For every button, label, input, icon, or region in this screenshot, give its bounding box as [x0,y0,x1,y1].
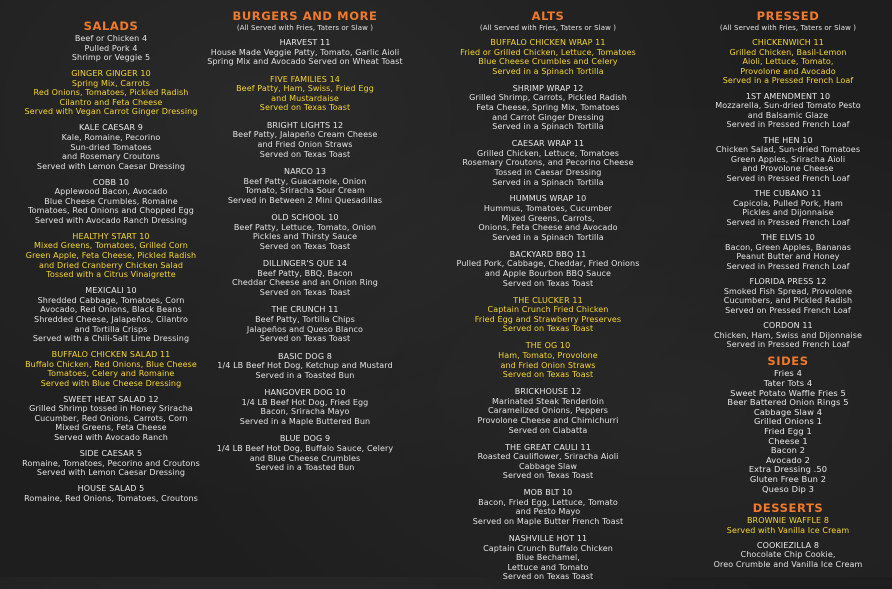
menu-item-name: HARVEST 11 [279,38,331,47]
menu-item-old-school-10 [190,213,420,251]
menu-item-1st-amendment-10 [684,92,892,130]
menu-item-description: Served on Texas Toast [259,241,351,251]
menu-item-description: Beef Patty, Lettuce, Tomato, Onion [233,222,377,232]
menu-item-description: Tomatoes, Celery and Romaine [47,369,175,379]
menu-item-description: Feta Cheese, Spring Mix, Tomatoes [476,102,620,112]
menu-item-description: Served with Blue Cheese Dressing [40,378,182,388]
menu-item-name: CAESAR WRAP 11 [511,139,585,149]
menu-item-name: SIDE CAESAR 5 [79,448,143,458]
pressed-heading: PRESSED [756,9,820,23]
menu-item-description: Bacon, Green Apples, Bananas [725,242,851,252]
menu-item-mexicali-10 [0,286,222,344]
menu-item-description: Lettuce and Tomato [507,562,589,572]
menu-item-name: MEXICALI 10 [85,286,137,296]
menu-item-name: FLORIDA PRESS 12 [749,277,827,287]
menu-item-description: Roasted Cauliflower, Sriracha Aioli [477,452,619,462]
menu-item-description: Served on Pressed French Loaf [725,305,851,315]
menu-item-description: Blue Cheese Crumbles, Romaine [44,196,178,206]
menu-item-description: Served on Texas Toast [259,103,351,113]
menu-item-description: Tomatoes, Red Onions and Chopped Egg [28,206,194,216]
menu-item-description: Cucumber, Red Onions, Carrots, Corn [34,413,188,423]
side-item: Gluten Free Bun 2 [749,473,827,484]
menu-item-description: 1/4 LB Beef Hot Dog, Buffalo Sauce, Celery [216,443,394,453]
side-item: Cabbage Slaw 4 [753,406,823,417]
menu-item-description: Caramelized Onions, Peppers [487,406,609,416]
menu-item-name: THE CLUCKER 11 [513,295,583,305]
menu-item-name: SWEET HEAT SALAD 12 [63,394,159,404]
menu-item-harvest-11 [190,38,420,67]
menu-item-name: NARCO 13 [283,166,327,176]
menu-item-brownie-waffle-8 [684,516,892,535]
desserts-heading: DESSERTS [752,501,824,516]
menu-item-description: Shrimp or Veggie 5 [71,53,151,63]
menu-item-description: Served in a Spinach Tortilla [492,122,604,132]
menu-item-description: Applewood Bacon, Avocado [54,187,168,197]
menu-item-description: Smoked Fish Spread, Provolone [723,286,853,296]
menu-item-description: Shredded Cheese, Jalapeños, Cilantro [34,314,188,324]
burgers-heading: BURGERS AND MORE [232,9,378,23]
menu-item-name: NASHVILLE HOT 11 [508,534,588,544]
menu-item-description: Served with Lemon Caesar Dressing [36,468,186,478]
menu-item-description: and Dried Cranberry Chicken Salad [38,260,183,270]
alts-column [432,10,664,589]
sides-heading: SIDES [767,354,809,369]
menu-item-backyard-bbq-11 [432,250,664,288]
menu-item-description: and Tortilla Crisps [74,324,148,334]
menu-item-description: Captain Crunch Fried Chicken [487,305,609,315]
menu-item-name: HUMMUS WRAP 10 [509,194,587,204]
side-item: Sweet Potato Waffle Fries 5 [730,387,846,398]
menu-item-description: Capicola, Pulled Pork, Ham [733,198,843,208]
side-item: Bacon 2 [770,445,806,456]
menu-item-description: Tomato, Sriracha Sour Cream [245,186,365,196]
pressed-subtitle: (All Served with Fries, Taters or Slaw ) [719,24,857,32]
menu-item-description: Mixed Greens, Tomatoes, Grilled Corn [34,241,188,251]
menu-item-description: and Balsamic Glaze [747,110,829,120]
menu-item-description: Served in a Toasted Bun [255,463,355,473]
salads-heading: SALADS [83,19,139,33]
menu-item-description: Tossed in Caesar Dressing [494,167,602,177]
menu-item-description: Blue Cheese Crumbles and Celery [478,57,618,67]
menu-item-nashville-hot-11 [432,534,664,582]
menu-item-brickhouse-12 [432,387,664,435]
menu-item-description: and Pesto Mayo [515,507,581,517]
menu-item-description: Served in Pressed French Loaf [726,261,850,271]
menu-item-description: Sun-dried Tomatoes [70,142,152,152]
menu-item-name: THE ELVIS 10 [761,233,815,243]
menu-item-description: Cilantro and Feta Cheese [59,97,163,107]
menu-item-description: Served in a Spinach Tortilla [492,232,604,242]
menu-item-description: Served on Texas Toast [502,471,594,481]
salads-column [0,20,222,510]
menu-item-description: Spring Mix, Carrots [71,78,151,88]
menu-item-florida-press-12 [684,277,892,315]
menu-item-description: Served on Texas Toast [502,324,594,334]
menu-item-description: Romaine, Tomatoes, Pecorino and Croutons [22,458,200,468]
menu-item-description: and Rosemary Croutons [61,152,161,162]
menu-item-description: Mozzarella, Sun-dried Tomato Pesto [715,101,861,111]
menu-item-description: Served in Pressed French Loaf [726,173,850,183]
menu-item-narco-13 [190,167,420,205]
menu-item-name: THE HEN 10 [763,135,813,145]
menu-item-description: Served in Pressed French Loaf [726,120,850,130]
menu-item-description: Served on Maple Butter French Toast [472,517,624,527]
side-item: Queso Dip 3 [762,483,814,494]
menu-item-description: Marinated Steak Tenderloin [491,396,604,406]
menu-item-description: Mixed Greens, Carrots, [501,213,595,223]
menu-item-description: Served with Avocado Ranch [54,433,168,443]
menu-item-description: Buffalo Chicken, Red Onions, Blue Cheese [25,359,197,369]
menu-item-the-clucker-11 [432,296,664,334]
menu-item-healthy-start-10 [0,232,222,280]
menu-item-cobb-10 [0,178,222,226]
menu-item-description: Served with Vegan Carrot Ginger Dressing [24,107,198,117]
menu-item-name: BASIC DOG 8 [278,351,332,361]
menu-item-name: BROWNIE WAFFLE 8 [746,516,830,526]
menu-item-basic-dog-8 [190,352,420,381]
side-item: Fries 4 [774,368,802,379]
menu-item-description: Kale, Romaine, Pecorino [61,132,161,142]
menu-item-description: Bacon, Sriracha Mayo [260,407,350,417]
menu-item-description: Served in a Toasted Bun [255,370,355,380]
menu-item-description: Green Apple, Feta Cheese, Pickled Radish [25,251,197,261]
menu-item-description: Shredded Cabbage, Tomatoes, Corn [37,295,185,305]
menu-item-description: Served with Avocado Ranch Dressing [34,215,188,225]
menu-item-name: HEALTHY START 10 [72,231,150,241]
menu-item-description: Served on Texas Toast [502,370,594,380]
burgers-subtitle: (All Served with Fries, Taters or Slaw ) [236,24,374,32]
menu-item-description: Cucumbers, and Pickled Radish [723,296,853,306]
menu-item-description: Beef Patty, BBQ, Bacon [257,268,353,278]
pressed-items [684,38,892,350]
menu-item-description: Bacon, Fried Egg, Lettuce, Tomato [478,497,618,507]
desserts-items [684,516,892,570]
menu-item-description: and Blue Cheese Crumbles [249,453,361,463]
menu-item-description: Chocolate Chip Cookie, [740,550,836,560]
burgers-items [190,38,420,473]
menu-item-cookiezilla-8 [684,541,892,570]
menu-item-description: Jalapeños and Queso Blanco [246,324,364,334]
menu-item-the-cubano-11 [684,189,892,227]
side-item: Cheese 1 [768,435,808,446]
menu-item-description: and Provolone Cheese [742,164,834,174]
menu-item-name: BRIGHT LIGHTS 12 [266,120,344,130]
menu-item-name: THE CUBANO 11 [754,189,822,199]
menu-item-name: BUFFALO CHICKEN SALAD 11 [51,350,171,359]
menu-item-description: Served in a Spinach Tortilla [492,66,604,76]
menu-item-description: Served on Texas Toast [259,288,351,298]
side-item: Extra Dressing .50 [748,464,828,475]
menu-item-side-caesar-5 [0,449,222,478]
menu-item-the-elvis-10 [684,233,892,271]
menu-item-name: GINGER GINGER 10 [71,69,151,79]
menu-item-description: Chicken, Ham, Swiss and Dijonnaise [713,330,863,340]
menu-item-description: Served on Texas Toast [259,149,351,159]
menu-item-description: Served in a Spinach Tortilla [492,177,604,187]
side-item: Fried Egg 1 [764,425,812,436]
menu-item-description: Served in Between 2 Mini Quesadillas [227,195,383,205]
menu-item-description: Beef Patty, Jalapeño Cream Cheese [232,130,378,140]
menu-item-name: SHRIMP WRAP 12 [512,83,584,93]
menu-item-description: Grilled Shrimp, Carrots, Pickled Radish [469,93,627,103]
menu-item-description: Ham, Tomato, Provolone [498,350,598,360]
menu-item-description: Served on Texas Toast [502,278,594,288]
menu-item-description: Spring Mix and Avocado Served on Wheat Toast [207,57,403,67]
menu-item-name: BUFFALO CHICKEN WRAP 11 [490,38,606,47]
menu-item-description: Pulled Pork, Cabbage, Cheddar, Fried Onions [456,259,640,269]
menu-item-description: Served in a Maple Buttered Bun [239,416,371,426]
menu-item-name: KALE CAESAR 9 [79,123,143,133]
pressed-column [684,10,892,575]
menu-item-description: Aioli, Lettuce, Tomato, [742,57,834,67]
menu-item-name: DILLINGER'S QUE 14 [262,259,348,269]
menu-item-name: BACKYARD BBQ 11 [509,249,587,259]
menu-item-name: THE OG 10 [525,341,571,351]
menu-item-0 [0,34,222,63]
menu-item-the-great-cauli-11 [432,443,664,481]
menu-item-description: Pulled Pork 4 [84,43,138,53]
menu-item-description: Beef Patty, Guacamole, Onion [243,176,367,186]
menu-item-description: Green Apples, Sriracha Aioli [730,154,846,164]
alts-subtitle: (All Served with Fries, Taters or Slaw ) [479,24,617,32]
menu-item-bright-lights-12 [190,121,420,159]
menu-item-description: Served in Pressed French Loaf [726,217,850,227]
menu-item-five-families-14 [190,75,420,113]
menu-item-description: Pickles and Thirsty Sauce [252,232,358,242]
burgers-column [190,10,420,481]
menu-item-description: Served with Vanilla Ice Cream [726,525,850,535]
side-item: Tater Tots 4 [763,377,813,388]
menu-item-name: 1ST AMENDMENT 10 [745,91,831,101]
menu-item-description: Grilled Chicken, Lettuce, Tomatoes [476,148,620,158]
menu-item-caesar-wrap-11 [432,139,664,187]
menu-item-name: MOB BLT 10 [523,488,573,498]
menu-item-sweet-heat-salad-12 [0,395,222,443]
menu-item-description: and Apple Bourbon BBQ Sauce [484,269,612,279]
menu-item-blue-dog-9 [190,434,420,472]
menu-item-description: Provolone Cheese and Chimichurri [477,415,619,425]
menu-item-name: FIVE FAMILIES 14 [270,74,340,84]
menu-item-description: Romaine, Red Onions, Tomatoes, Croutons [24,493,198,503]
menu-item-buffalo-chicken-salad-11 [0,350,222,388]
side-item: Grilled Onions 1 [753,416,823,427]
alts-items [432,38,664,582]
menu-item-shrimp-wrap-12 [432,84,664,132]
menu-item-name: THE CRUNCH 11 [271,305,339,315]
menu-item-description: 1/4 LB Beef Hot Dog, Fried Egg [241,397,369,407]
menu-item-description: Cabbage Slaw [518,461,578,471]
menu-item-description: Served with Lemon Caesar Dressing [36,161,186,171]
menu-item-description: Oreo Crumble and Vanilla Ice Cream [713,560,863,570]
menu-item-name: COOKIEZILLA 8 [756,540,820,550]
menu-item-description: and Carrot Ginger Dressing [492,112,604,122]
menu-item-description: Tossed with a Citrus Vinaigrette [46,270,176,280]
menu-item-description: Blue Bechamel, [516,553,580,563]
menu-item-mob-blt-10 [432,488,664,526]
menu-item-hangover-dog-10 [190,388,420,426]
menu-item-name: BLUE DOG 9 [279,434,331,444]
menu-item-description: Pickles and Dijonnaise [742,208,834,218]
menu-item-description: Onions, Feta Cheese and Avocado [478,223,618,233]
menu-item-dillinger-s-que-14 [190,259,420,297]
menu-item-name: OLD SCHOOL 10 [271,213,339,223]
sides-list [684,369,892,494]
menu-item-buffalo-chicken-wrap-11 [432,38,664,76]
menu-item-description: Beef or Chicken 4 [74,34,148,43]
menu-item-description: Mixed Greens, Feta Cheese [55,423,167,433]
menu-item-description: Hummus, Tomatoes, Cucumber [483,204,613,214]
menu-item-name: THE GREAT CAULI 11 [505,442,591,452]
menu-item-description: Red Onions, Tomatoes, Pickled Radish [33,88,189,98]
menu-item-description: and Mustardaise [271,93,339,103]
menu-item-name: COBB 10 [92,177,130,187]
salads-items [0,34,222,503]
menu-item-the-og-10 [432,341,664,379]
menu-item-the-crunch-11 [190,305,420,343]
menu-item-description: Avocado, Red Onions, Black Beans [40,305,182,315]
menu-item-kale-caesar-9 [0,123,222,171]
menu-item-name: HANGOVER DOG 10 [264,388,346,398]
menu-item-description: House Made Veggie Patty, Tomato, Garlic Aioli [210,47,400,57]
menu-item-name: HOUSE SALAD 5 [77,484,145,494]
menu-item-description: and Fried Onion Straws [500,360,596,370]
menu-item-description: Provolone and Avocado [740,66,836,76]
menu-item-description: Served on Texas Toast [259,334,351,344]
menu-item-description: Served with a Chili-Salt Lime Dressing [32,334,190,344]
menu-item-description: Fried or Grilled Chicken, Lettuce, Tomatoes [460,47,636,57]
menu-item-name: CHICKENWICH 11 [752,38,824,47]
menu-item-description: Served on Texas Toast [502,572,594,582]
menu-item-description: Peanut Butter and Honey [736,252,840,262]
menu-item-description: Captain Crunch Buffalo Chicken [483,543,613,553]
menu-item-the-hen-10 [684,136,892,184]
menu-item-description: Served on Ciabatta [508,425,588,435]
menu-item-description: Cheddar Cheese and an Onion Ring [232,278,378,288]
menu-item-description: Rosemary Croutons, and Pecorino Cheese [462,158,634,168]
menu-item-description: Chicken Salad, Sun-dried Tomatoes [715,145,861,155]
menu-item-description: Fried Egg and Strawberry Preserves [474,314,622,324]
side-item: Avocado 2 [766,454,810,465]
menu-item-house-salad-5 [0,484,222,503]
menu-item-description: Beef Patty, Tortilla Chips [255,315,355,325]
menu-item-description: 1/4 LB Beef Hot Dog, Ketchup and Mustard [217,361,393,371]
side-item: Beer Battered Onion Rings 5 [727,397,849,408]
menu-item-cordon-11 [684,321,892,350]
menu-item-description: Grilled Shrimp tossed in Honey Sriracha [29,404,193,414]
menu-item-description: Served in Pressed French Loaf [726,340,850,350]
menu-item-name: CORDON 11 [763,321,813,330]
menu-item-hummus-wrap-10 [432,194,664,242]
menu-item-description: Beef Patty, Ham, Swiss, Fried Egg [236,84,374,94]
menu-item-name: BRICKHOUSE 12 [514,387,582,397]
menu-item-description: Grilled Chicken, Basil-Lemon [729,47,847,57]
menu-item-description: and Fried Onion Straws [257,139,353,149]
menu-item-ginger-ginger-10 [0,69,222,117]
alts-heading: ALTS [531,9,565,23]
menu-item-chickenwich-11 [684,38,892,86]
menu-item-description: Served in a Pressed French Loaf [722,76,854,86]
